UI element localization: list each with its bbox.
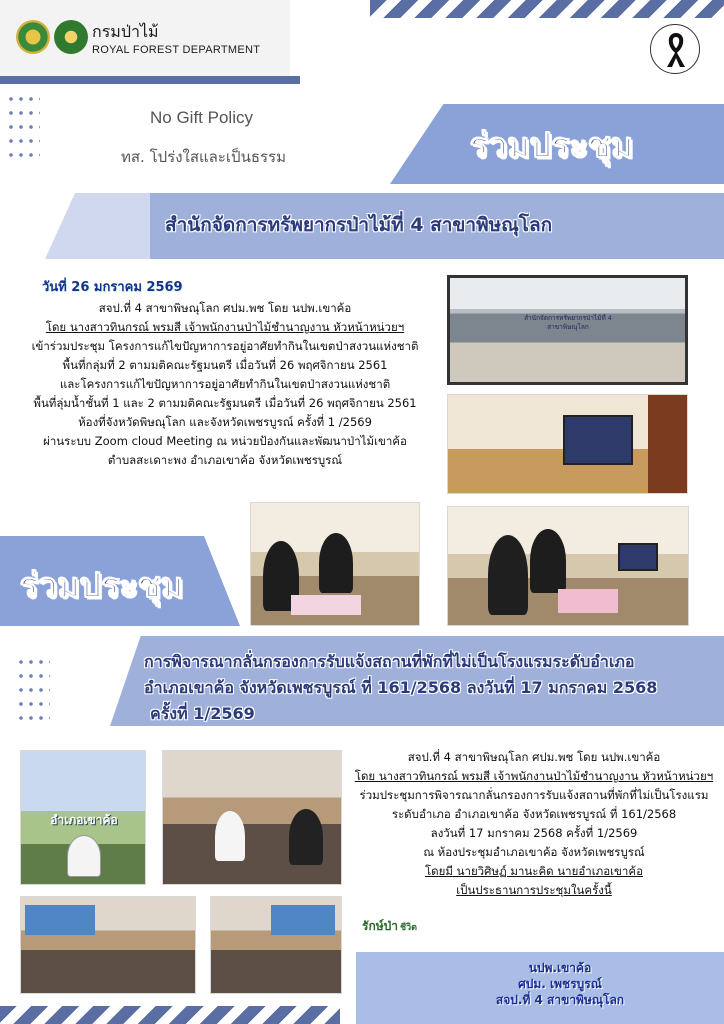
town-sign-text: อำเภอเขาค้อ [50,813,118,827]
laptop-desk-photo [447,394,688,494]
office-banner-text: สำนักจัดการทรัพยากรป่าไม้ที่ 4 สาขาพิษณุโลก [165,214,553,236]
topic-line-3: ครั้งที่ 1/2569 [150,704,255,723]
footer-text [460,960,660,1008]
body-line: สจป.ที่ 4 สาขาพิษณุโลก ศปม.พช โดย นปพ.เขาค้อ [407,750,661,764]
dot-pattern-middle [16,655,50,727]
office-banner-accent [0,193,150,259]
body-line: ห้องที่จังหวัดพิษณุโลก และจังหวัดเพชรบูรณ์ ครั้งที่ 1 /2569 [78,415,372,429]
rak-pa-logo-sub: ชีวิต [399,923,417,933]
section1-title: ร่วมประชุม [470,126,634,166]
body-line: โดยมี นายวิศิษฏ์ มานะคิด นายอำเภอเขาค้อ [425,864,643,878]
transparency-slogan: ทส. โปร่งใสและเป็นธรรม [121,148,286,166]
bottom-stripes [0,1006,340,1024]
room-photo-1 [20,896,196,994]
body-line: และโครงการแก้ไขปัญหาการอยู่อาศัยทำกินในเขตป่าสงวนแห่งชาติ [59,377,391,391]
ministry-logo [16,20,50,54]
org-name-thai: กรมป่าไม้ [92,22,159,41]
section1-body [20,299,430,470]
body-line: สจป.ที่ 4 สาขาพิษณุโลก ศปม.พช โดย นปพ.เขาค้อ [98,301,352,315]
body-line: พื้นที่กลุ่มที่ 2 ตามมติคณะรัฐมนตรี เมื่อวันที่ 26 พฤศจิกายน 2561 [62,358,388,372]
body-line: เข้าร่วมประชุม โครงการแก้ไขปัญหาการอยู่อาศัยทำกินในเขตป่าสงวนแห่งชาติ [31,339,419,353]
staff-meeting-photo-1 [250,502,420,626]
body-line: ผ่านระบบ Zoom cloud Meeting ณ หน่วยป้องกันและพัฒนาป่าไม้เขาค้อ [43,434,407,448]
footer-line: สจป.ที่ 4 สาขาพิษณุโลก [495,993,625,1007]
body-line: พื้นที่ลุ่มน้ำชั้นที่ 1 และ 2 ตามมติคณะรัฐมนตรี เมื่อวันที่ 26 พฤศจิกายน 2561 [33,396,417,410]
section2-title: ร่วมประชุม [20,566,184,606]
footer-line: นปพ.เขาค้อ [528,961,592,975]
body-line: ลงวันที่ 17 มกราคม 2568 ครั้งที่ 1/2569 [430,826,638,840]
body-line: ระดับอำเภอ อำเภอเขาค้อ จังหวัดเพชรบูรณ์ ที่ 161/2568 [391,807,677,821]
top-stripes [370,0,724,18]
screen-caption-1: สำนักจัดการทรัพยากรป่าไม้ที่ 4 [524,314,612,322]
dot-pattern-top [6,92,40,164]
room-photo-2 [210,896,342,994]
district-official-photo [20,750,146,885]
footer-line: ศปม. เพชรบูรณ์ [518,977,602,991]
hall-meeting-photo [162,750,342,885]
staff-meeting-photo-2 [447,506,689,626]
rak-pa-logo [362,917,417,936]
meeting-date: วันที่ 26 มกราคม 2569 [42,280,183,295]
org-name-en: ROYAL FOREST DEPARTMENT [92,44,261,56]
body-line: ตำบลสะเดาะพง อำเภอเขาค้อ จังหวัดเพชรบูรณ์ [107,453,343,467]
laptop-screen [563,415,633,465]
header-divider [0,76,300,84]
rfd-logo [54,20,88,54]
rak-pa-logo-text: รักษ์ป่า [362,919,398,933]
no-gift-policy: No Gift Policy [150,108,253,127]
body-line: โดย นางสาวทินกรณ์ พรมสี เจ้าพนักงานป่าไม้ชำนาญงาน หัวหน้าหน่วยฯ [354,769,714,783]
zoom-screen-photo [447,275,688,385]
section2-body [354,748,714,900]
body-line: ร่วมประชุมการพิจารณากลั่นกรองการรับแจ้งสถานที่พักที่ไม่เป็นโรงแรม [359,788,709,802]
body-line: เป็นประธานการประชุมในครั้งนี้ [456,883,612,897]
topic-line-2: อำเภอเขาค้อ จังหวัดเพชรบูรณ์ ที่ 161/2568 ลงวันที่ 17 มกราคม 2568 [144,678,658,697]
body-line: ณ ห้องประชุมอำเภอเขาค้อ จังหวัดเพชรบูรณ์ [423,845,645,859]
topic-line-1: การพิจารณากลั่นกรองการรับแจ้งสถานที่พักที่ไม่เป็นโรงแรมระดับอำเภอ [144,652,635,671]
black-ribbon-icon [650,24,700,74]
screen-caption-2: สาขาพิษณุโลก [547,323,589,331]
body-line: โดย นางสาวทินกรณ์ พรมสี เจ้าพนักงานป่าไม้ชำนาญงาน หัวหน้าหน่วยฯ [45,320,405,334]
